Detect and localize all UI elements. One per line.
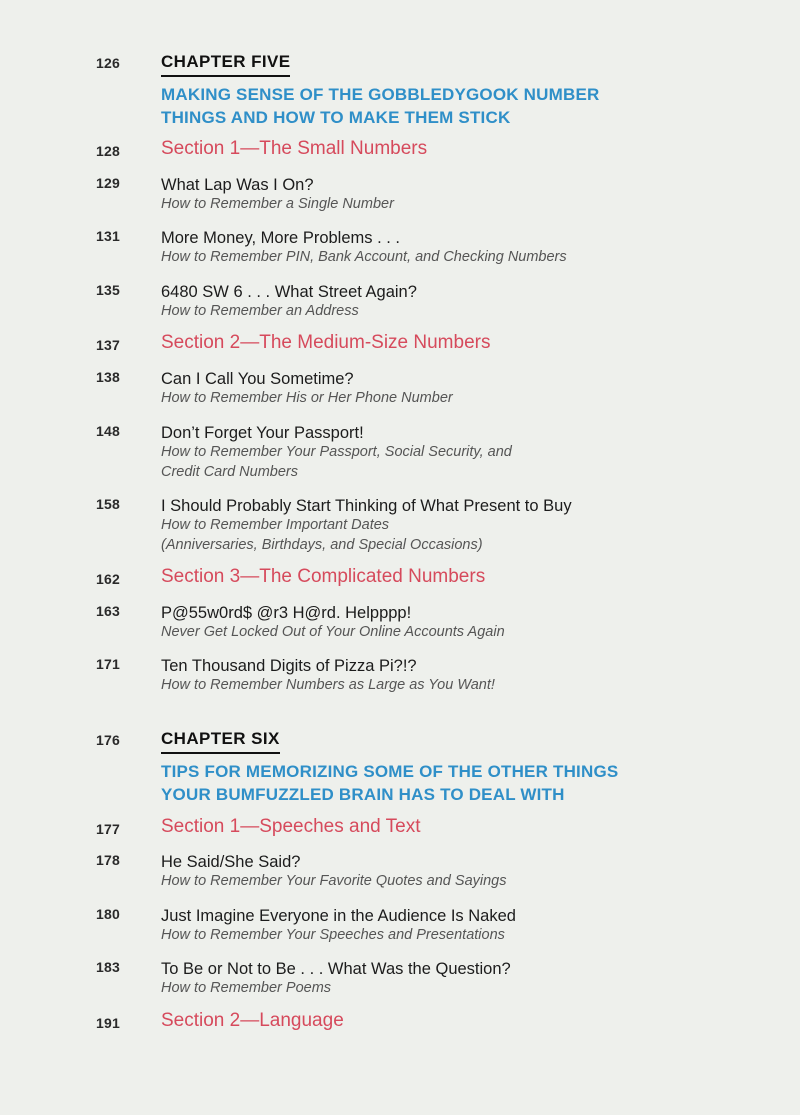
entry-title: More Money, More Problems . . . bbox=[161, 229, 401, 247]
entry-subtitle: How to Remember an Address bbox=[161, 303, 359, 319]
page-number: 162 bbox=[96, 571, 120, 587]
entry-subtitle: (Anniversaries, Birthdays, and Special Occasions) bbox=[161, 536, 483, 553]
section-heading: Section 2—Language bbox=[161, 1010, 344, 1031]
page-number: 135 bbox=[96, 282, 120, 298]
page-number: 177 bbox=[96, 821, 120, 837]
entry-title: 6480 SW 6 . . . What Street Again? bbox=[161, 283, 417, 301]
page-number: 180 bbox=[96, 906, 120, 922]
entry-title: What Lap Was I On? bbox=[161, 176, 314, 194]
entry-subtitle: How to Remember Your Favorite Quotes and Sayings bbox=[161, 873, 507, 889]
chapter-subtitle-line: TIPS FOR MEMORIZING SOME OF THE OTHER THINGS bbox=[161, 762, 619, 781]
entry-title: Just Imagine Everyone in the Audience Is Naked bbox=[161, 907, 516, 925]
page-number: 129 bbox=[96, 175, 120, 191]
entry-subtitle: How to Remember PIN, Bank Account, and Checking Numbers bbox=[161, 249, 567, 265]
page-number: 183 bbox=[96, 959, 120, 975]
section-heading: Section 3—The Complicated Numbers bbox=[161, 566, 486, 587]
entry-subtitle: How to Remember His or Her Phone Number bbox=[161, 390, 453, 406]
page-number: 137 bbox=[96, 337, 120, 353]
entry-title: Can I Call You Sometime? bbox=[161, 370, 354, 388]
section-heading: Section 1—Speeches and Text bbox=[161, 816, 421, 837]
chapter-subtitle-line: YOUR BUMFUZZLED BRAIN HAS TO DEAL WITH bbox=[161, 785, 565, 804]
chapter-subtitle-line: MAKING SENSE OF THE GOBBLEDYGOOK NUMBER bbox=[161, 85, 600, 104]
entry-subtitle: How to Remember Poems bbox=[161, 980, 332, 996]
page-number: 126 bbox=[96, 55, 120, 71]
page-number: 138 bbox=[96, 369, 120, 385]
entry-title: I Should Probably Start Thinking of What Present to Buy bbox=[161, 497, 572, 515]
page-number: 131 bbox=[96, 228, 120, 244]
entry-subtitle: How to Remember Your Speeches and Presentations bbox=[161, 927, 505, 943]
section-heading: Section 1—The Small Numbers bbox=[161, 138, 428, 159]
chapter-heading: CHAPTER SIX bbox=[161, 729, 280, 754]
entry-subtitle: Credit Card Numbers bbox=[161, 463, 298, 480]
page-number: 191 bbox=[96, 1015, 120, 1031]
page-number: 171 bbox=[96, 656, 120, 672]
page-number: 128 bbox=[96, 143, 120, 159]
page-number: 176 bbox=[96, 732, 120, 748]
chapter-subtitle-line: THINGS AND HOW TO MAKE THEM STICK bbox=[161, 108, 511, 127]
section-heading: Section 2—The Medium-Size Numbers bbox=[161, 332, 491, 353]
page-number: 163 bbox=[96, 603, 120, 619]
page-number: 178 bbox=[96, 852, 120, 868]
entry-subtitle: How to Remember Your Passport, Social Security, and bbox=[161, 444, 512, 460]
entry-title: He Said/She Said? bbox=[161, 853, 301, 871]
chapter-heading: CHAPTER FIVE bbox=[161, 52, 290, 77]
page-number: 148 bbox=[96, 423, 120, 439]
entry-subtitle: Never Get Locked Out of Your Online Accounts Again bbox=[161, 624, 505, 640]
entry-title: To Be or Not to Be . . . What Was the Question? bbox=[161, 960, 511, 978]
entry-subtitle: How to Remember Numbers as Large as You Want! bbox=[161, 677, 495, 693]
entry-subtitle: How to Remember Important Dates bbox=[161, 517, 390, 533]
entry-title: Don’t Forget Your Passport! bbox=[161, 424, 364, 442]
page-number: 158 bbox=[96, 496, 120, 512]
entry-title: Ten Thousand Digits of Pizza Pi?!? bbox=[161, 657, 417, 675]
entry-title: P@55w0rd$ @r3 H@rd. Helpppp! bbox=[161, 604, 412, 622]
entry-subtitle: How to Remember a Single Number bbox=[161, 196, 394, 212]
